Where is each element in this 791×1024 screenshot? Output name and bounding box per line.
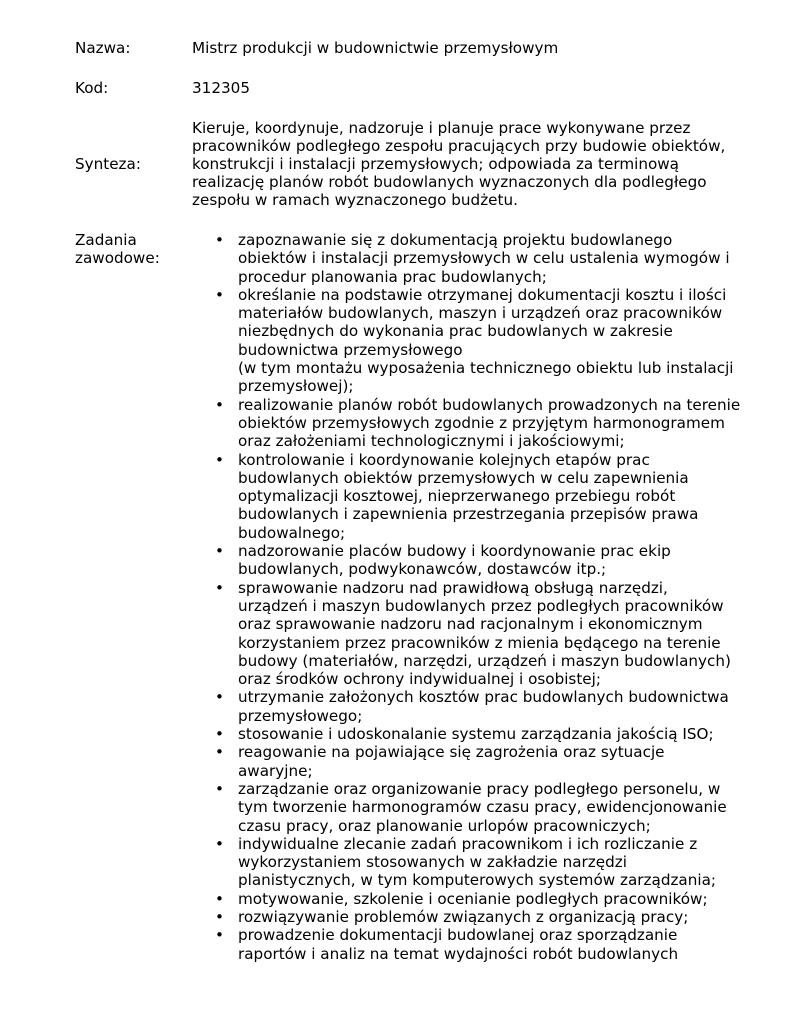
bullet-icon: • bbox=[215, 889, 224, 908]
task-line: określanie na podstawie otrzymanej dokumentacji kosztu i ilości bbox=[238, 285, 727, 304]
synthesis-line: realizację planów robót budowlanych wyznaczonych dla podległego bbox=[192, 173, 707, 191]
task-line: (w tym montażu wyposażenia technicznego obiektu lub instalacji bbox=[238, 359, 734, 378]
bullet-icon: • bbox=[215, 285, 224, 304]
bullet-icon: • bbox=[215, 926, 224, 945]
tasks-label-line: zawodowe: bbox=[75, 249, 160, 267]
code-label: Kod: bbox=[75, 79, 109, 97]
bullet-icon: • bbox=[215, 542, 224, 561]
task-line: stosowanie i udoskonalanie systemu zarządzania jakością ISO; bbox=[238, 725, 714, 744]
task-item bbox=[215, 231, 755, 286]
synthesis-line: pracowników podległego zespołu pracujących przy budowie obiektów, bbox=[192, 137, 726, 155]
task-line: prowadzenie dokumentacji budowlanej oraz sporządzanie bbox=[238, 926, 678, 945]
task-line: zapoznawanie się z dokumentacją projektu budowlanego bbox=[238, 231, 673, 249]
task-line: budowlanych obiektów przemysłowych w celu zapewnienia bbox=[238, 468, 689, 487]
bullet-icon: • bbox=[215, 779, 224, 798]
bullet-icon: • bbox=[215, 395, 224, 414]
task-line: reagowanie na pojawiające się zagrożenia oraz sytuacje bbox=[238, 743, 665, 762]
task-item bbox=[215, 835, 755, 890]
task-line: oraz środków ochrony indywidualnej i osobistej; bbox=[238, 670, 601, 689]
task-line: obiektów przemysłowych zgodnie z przyjętym harmonogramem bbox=[238, 413, 725, 432]
task-line: budowy (materiałów, narzędzi, urządzeń i maszyn budowlanych) bbox=[238, 651, 731, 670]
task-line: obiektów i instalacji przemysłowych w celu ustalenia wymogów i bbox=[238, 249, 730, 268]
synthesis-line: Kieruje, koordynuje, nadzoruje i planuje prace wykonywane przez bbox=[192, 119, 691, 137]
task-line: oraz sprawowanie nadzoru nad racjonalnym i ekonomicznym bbox=[238, 615, 703, 634]
bullet-icon: • bbox=[215, 743, 224, 762]
task-line: zarządzanie oraz organizowanie pracy podległego personelu, w bbox=[238, 779, 721, 798]
synthesis-line: zespołu w ramach wyznaczonego budżetu. bbox=[192, 191, 518, 209]
bullet-icon: • bbox=[215, 688, 224, 707]
task-line: utrzymanie założonych kosztów prac budowlanych budownictwa bbox=[238, 688, 729, 707]
task-line: planistycznych, w tym komputerowych systemów zarządzania; bbox=[238, 871, 717, 890]
task-item bbox=[215, 926, 755, 963]
task-line: awaryjne; bbox=[238, 761, 313, 780]
name-label: Nazwa: bbox=[75, 39, 131, 57]
task-line: indywidualne zlecanie zadań pracownikom i ich rozliczanie z bbox=[238, 834, 698, 853]
task-line: urządzeń i maszyn budowlanych przez podległych pracowników bbox=[238, 596, 724, 615]
task-item bbox=[215, 725, 755, 743]
task-line: przemysłowej); bbox=[238, 377, 354, 396]
task-line: optymalizacji kosztowej, nieprzerwanego przebiegu robót bbox=[238, 487, 676, 506]
task-item bbox=[215, 542, 755, 579]
synthesis-line: konstrukcji i instalacji przemysłowych; odpowiada za terminową bbox=[192, 155, 679, 173]
bullet-icon: • bbox=[215, 450, 224, 469]
task-line: oraz założeniami technologicznymi i jakościowymi; bbox=[238, 432, 625, 451]
task-line: wykorzystaniem stosowanych w zakładzie narzędzi bbox=[238, 853, 627, 872]
task-line: budowalnego; bbox=[238, 523, 346, 542]
task-line: czasu pracy, oraz planowanie urlopów pracowniczych; bbox=[238, 816, 651, 835]
bullet-icon: • bbox=[215, 725, 224, 744]
task-item bbox=[215, 890, 755, 908]
task-item bbox=[215, 286, 755, 396]
task-line: procedur planowania prac budowlanych; bbox=[238, 267, 547, 286]
bullet-icon: • bbox=[215, 907, 224, 926]
occupation-code: 312305 bbox=[192, 79, 250, 97]
occupation-name: Mistrz produkcji w budownictwie przemysłowym bbox=[192, 39, 559, 57]
task-item bbox=[215, 579, 755, 689]
task-line: budowlanych, podwykonawców, dostawców itp.; bbox=[238, 560, 607, 579]
task-line: raportów i analiz na temat wydajności robót budowlanych bbox=[238, 944, 679, 963]
task-item bbox=[215, 688, 755, 725]
task-item bbox=[215, 396, 755, 451]
bullet-icon: • bbox=[215, 834, 224, 853]
task-line: przemysłowego; bbox=[238, 706, 363, 725]
synthesis-text bbox=[192, 119, 757, 209]
task-item bbox=[215, 451, 755, 542]
task-line: niezbędnych do wykonania prac budowlanych w zakresie bbox=[238, 322, 673, 341]
task-line: realizowanie planów robót budowlanych prowadzonych na terenie bbox=[238, 395, 741, 414]
task-line: sprawowanie nadzoru nad prawidłową obsługą narzędzi, bbox=[238, 578, 668, 597]
task-line: budowlanych i zapewnienia przestrzegania przepisów prawa bbox=[238, 505, 699, 524]
tasks-list bbox=[215, 231, 755, 963]
task-item bbox=[215, 908, 755, 926]
task-line: korzystaniem przez pracowników z mienia będącego na terenie bbox=[238, 633, 721, 652]
bullet-icon: • bbox=[215, 578, 224, 597]
task-item bbox=[215, 780, 755, 835]
tasks-label bbox=[75, 231, 185, 267]
task-line: materiałów budowlanych, maszyn i urządzeń oraz pracowników bbox=[238, 304, 723, 323]
task-item bbox=[215, 743, 755, 780]
bullet-icon: • bbox=[215, 231, 224, 249]
task-line: tym tworzenie harmonogramów czasu pracy, ewidencjonowanie bbox=[238, 798, 727, 817]
tasks-label-line: Zadania bbox=[75, 231, 137, 249]
task-line: budownictwa przemysłowego bbox=[238, 340, 463, 359]
task-line: motywowanie, szkolenie i ocenianie podległych pracowników; bbox=[238, 889, 708, 908]
task-line: rozwiązywanie problemów związanych z organizacją pracy; bbox=[238, 907, 689, 926]
task-line: kontrolowanie i koordynowanie kolejnych etapów prac bbox=[238, 450, 650, 469]
task-line: nadzorowanie placów budowy i koordynowanie prac ekip bbox=[238, 542, 671, 561]
synthesis-label: Synteza: bbox=[75, 155, 141, 173]
